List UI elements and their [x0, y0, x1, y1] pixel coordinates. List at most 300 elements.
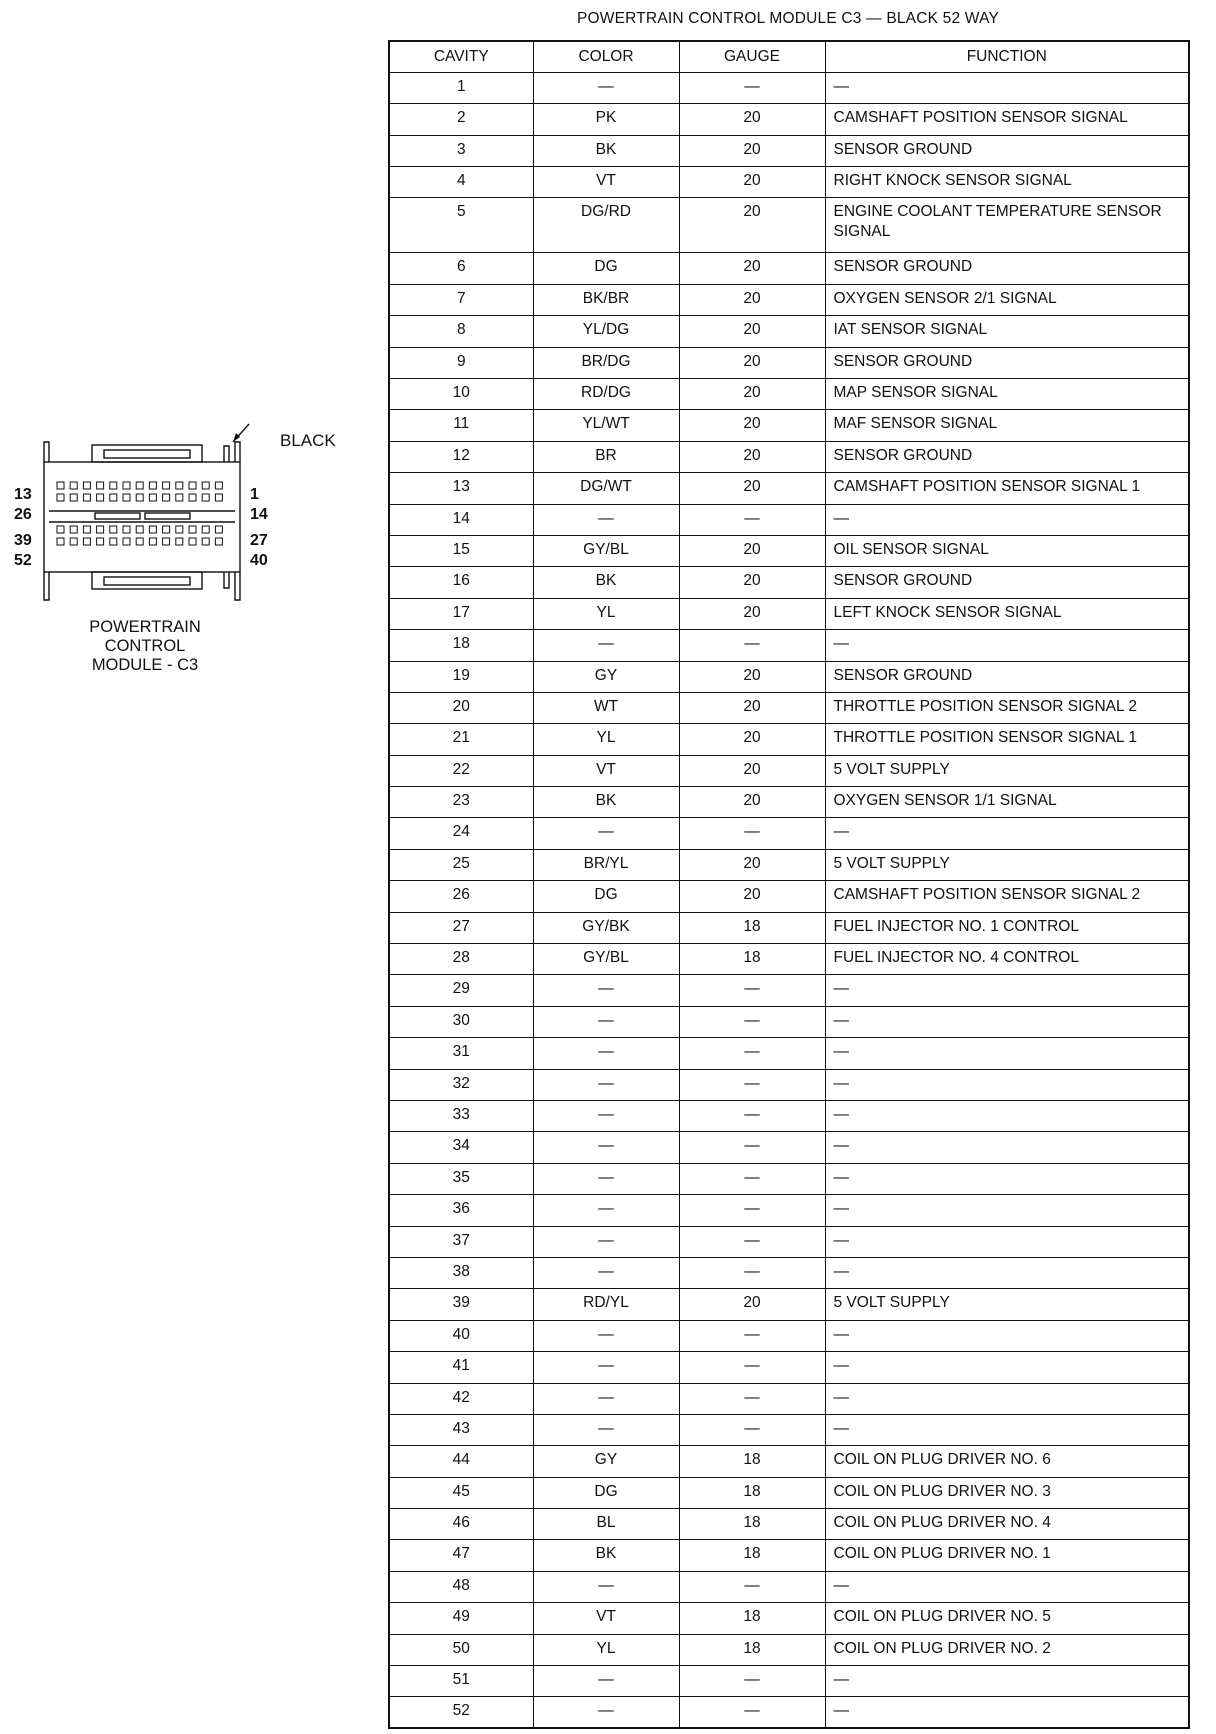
cavity-cell: 4	[389, 167, 533, 198]
pin-label-40: 40	[250, 552, 268, 569]
connector-pin-cell	[136, 482, 143, 489]
table-row	[389, 379, 1189, 410]
connector-pin-cell	[176, 482, 183, 489]
color-cell: YL	[533, 598, 679, 629]
connector-pin-cell	[97, 494, 104, 501]
connector-pin-cell	[83, 526, 90, 533]
table-row	[389, 1006, 1189, 1037]
table-row	[389, 1697, 1189, 1728]
pin-label-39: 39	[14, 532, 32, 549]
gauge-cell: —	[679, 72, 825, 103]
gauge-cell: 20	[679, 692, 825, 723]
cavity-cell: 23	[389, 787, 533, 818]
connector-name-line2: CONTROL	[104, 637, 186, 655]
gauge-cell: 20	[679, 135, 825, 166]
table-row	[389, 912, 1189, 943]
gauge-cell: —	[679, 1195, 825, 1226]
table-row	[389, 316, 1189, 347]
connector-pin-cell	[189, 538, 196, 545]
gauge-cell: —	[679, 1352, 825, 1383]
function-cell: —	[825, 818, 1189, 849]
function-cell: CAMSHAFT POSITION SENSOR SIGNAL 1	[825, 473, 1189, 504]
cavity-cell: 12	[389, 441, 533, 472]
cavity-cell: 16	[389, 567, 533, 598]
table-row	[389, 1666, 1189, 1697]
pin-label-52: 52	[14, 552, 32, 569]
function-cell: —	[825, 504, 1189, 535]
gauge-cell: 20	[679, 167, 825, 198]
color-cell: BK	[533, 787, 679, 818]
color-cell: DG/WT	[533, 473, 679, 504]
cavity-cell: 36	[389, 1195, 533, 1226]
color-cell: DG	[533, 1477, 679, 1508]
connector-pin-cell	[215, 494, 222, 501]
gauge-cell: —	[679, 1383, 825, 1414]
table-row	[389, 284, 1189, 315]
color-cell: —	[533, 1226, 679, 1257]
color-cell: —	[533, 504, 679, 535]
connector-pin-cell	[97, 526, 104, 533]
connector-pin-cell	[57, 538, 64, 545]
header-function: FUNCTION	[825, 41, 1189, 72]
table-row	[389, 724, 1189, 755]
pin-label-1: 1	[250, 486, 259, 503]
color-cell: BK	[533, 135, 679, 166]
cavity-cell: 8	[389, 316, 533, 347]
connector-pin-cell	[163, 482, 170, 489]
table-row	[389, 787, 1189, 818]
connector-name-line1: POWERTRAIN	[89, 618, 201, 636]
gauge-cell: —	[679, 1571, 825, 1602]
function-cell: COIL ON PLUG DRIVER NO. 5	[825, 1603, 1189, 1634]
table-row	[389, 535, 1189, 566]
gauge-cell: 20	[679, 379, 825, 410]
connector-pin-cell	[202, 494, 209, 501]
cavity-cell: 18	[389, 630, 533, 661]
cavity-cell: 40	[389, 1320, 533, 1351]
function-cell: —	[825, 1006, 1189, 1037]
function-cell: COIL ON PLUG DRIVER NO. 6	[825, 1446, 1189, 1477]
color-cell: DG/RD	[533, 198, 679, 253]
gauge-cell: 20	[679, 787, 825, 818]
connector-pin-cell	[123, 482, 130, 489]
color-cell: YL	[533, 1634, 679, 1665]
gauge-cell: —	[679, 1226, 825, 1257]
connector-pin-cell	[189, 526, 196, 533]
color-cell: BR/DG	[533, 347, 679, 378]
connector-pin-cell	[149, 494, 156, 501]
cavity-cell: 13	[389, 473, 533, 504]
connector-pin-cell	[97, 538, 104, 545]
table-row	[389, 692, 1189, 723]
cavity-cell: 35	[389, 1163, 533, 1194]
gauge-cell: —	[679, 1006, 825, 1037]
gauge-cell: —	[679, 504, 825, 535]
function-cell: —	[825, 1320, 1189, 1351]
cavity-cell: 22	[389, 755, 533, 786]
gauge-cell: 18	[679, 912, 825, 943]
color-cell: VT	[533, 755, 679, 786]
cavity-cell: 17	[389, 598, 533, 629]
color-cell: —	[533, 1697, 679, 1728]
gauge-cell: 20	[679, 849, 825, 880]
table-row	[389, 849, 1189, 880]
color-cell: BK/BR	[533, 284, 679, 315]
cavity-cell: 21	[389, 724, 533, 755]
table-row	[389, 1257, 1189, 1288]
gauge-cell: —	[679, 1257, 825, 1288]
table-row	[389, 1383, 1189, 1414]
cavity-cell: 49	[389, 1603, 533, 1634]
cavity-cell: 2	[389, 104, 533, 135]
gauge-cell: —	[679, 1038, 825, 1069]
function-cell: —	[825, 1226, 1189, 1257]
gauge-cell: 20	[679, 881, 825, 912]
cavity-cell: 38	[389, 1257, 533, 1288]
function-cell: ENGINE COOLANT TEMPERATURE SENSOR SIGNAL	[825, 198, 1189, 253]
connector-pin-cell	[110, 482, 117, 489]
function-cell: CAMSHAFT POSITION SENSOR SIGNAL	[825, 104, 1189, 135]
color-cell: —	[533, 1163, 679, 1194]
table-row	[389, 975, 1189, 1006]
gauge-cell: —	[679, 1697, 825, 1728]
connector-pin-cell	[176, 494, 183, 501]
gauge-cell: —	[679, 1666, 825, 1697]
color-cell: —	[533, 1101, 679, 1132]
function-cell: SENSOR GROUND	[825, 567, 1189, 598]
cavity-cell: 33	[389, 1101, 533, 1132]
color-cell: WT	[533, 692, 679, 723]
color-cell: RD/DG	[533, 379, 679, 410]
connector-pin-cell	[57, 526, 64, 533]
cavity-cell: 25	[389, 849, 533, 880]
color-cell: BR	[533, 441, 679, 472]
gauge-cell: 20	[679, 410, 825, 441]
function-cell: MAF SENSOR SIGNAL	[825, 410, 1189, 441]
color-cell: PK	[533, 104, 679, 135]
gauge-cell: —	[679, 1101, 825, 1132]
cavity-cell: 52	[389, 1697, 533, 1728]
function-cell: FUEL INJECTOR NO. 4 CONTROL	[825, 944, 1189, 975]
color-cell: BK	[533, 1540, 679, 1571]
cavity-cell: 11	[389, 410, 533, 441]
function-cell: —	[825, 72, 1189, 103]
color-cell: YL/DG	[533, 316, 679, 347]
table-row	[389, 818, 1189, 849]
table-row	[389, 198, 1189, 253]
table-row	[389, 755, 1189, 786]
pin-label-13: 13	[14, 486, 32, 503]
connector-pin-cell	[110, 538, 117, 545]
connector-pin-cell	[70, 482, 77, 489]
function-cell: OXYGEN SENSOR 1/1 SIGNAL	[825, 787, 1189, 818]
header-gauge: GAUGE	[679, 41, 825, 72]
connector-pin-cell	[163, 494, 170, 501]
gauge-cell: —	[679, 1320, 825, 1351]
function-cell: CAMSHAFT POSITION SENSOR SIGNAL 2	[825, 881, 1189, 912]
color-cell: —	[533, 1195, 679, 1226]
cavity-cell: 51	[389, 1666, 533, 1697]
function-cell: —	[825, 1697, 1189, 1728]
color-cell: GY/BL	[533, 944, 679, 975]
connector-pin-cell	[176, 526, 183, 533]
gauge-cell: 20	[679, 598, 825, 629]
connector-pin-cell	[57, 494, 64, 501]
function-cell: —	[825, 1069, 1189, 1100]
gauge-cell: —	[679, 818, 825, 849]
function-cell: SENSOR GROUND	[825, 135, 1189, 166]
function-cell: SENSOR GROUND	[825, 253, 1189, 284]
function-cell: 5 VOLT SUPPLY	[825, 849, 1189, 880]
connector-pin-cell	[57, 482, 64, 489]
connector-pin-cell	[123, 538, 130, 545]
function-cell: 5 VOLT SUPPLY	[825, 755, 1189, 786]
table-row	[389, 1132, 1189, 1163]
function-cell: —	[825, 1666, 1189, 1697]
gauge-cell: 18	[679, 1477, 825, 1508]
table-row	[389, 441, 1189, 472]
function-cell: —	[825, 1257, 1189, 1288]
gauge-cell: 18	[679, 1509, 825, 1540]
cavity-cell: 5	[389, 198, 533, 253]
function-cell: IAT SENSOR SIGNAL	[825, 316, 1189, 347]
cavity-cell: 14	[389, 504, 533, 535]
cavity-cell: 42	[389, 1383, 533, 1414]
connector-name	[60, 618, 230, 675]
function-cell: —	[825, 1101, 1189, 1132]
color-cell: BL	[533, 1509, 679, 1540]
color-cell: DG	[533, 881, 679, 912]
connector-pin-cell	[202, 526, 209, 533]
pin-label-26: 26	[14, 506, 32, 523]
color-cell: —	[533, 630, 679, 661]
table-row	[389, 1634, 1189, 1665]
color-cell: —	[533, 1257, 679, 1288]
function-cell: 5 VOLT SUPPLY	[825, 1289, 1189, 1320]
cavity-cell: 47	[389, 1540, 533, 1571]
cavity-cell: 50	[389, 1634, 533, 1665]
connector-pin-cell	[123, 494, 130, 501]
cavity-cell: 39	[389, 1289, 533, 1320]
gauge-cell: 20	[679, 441, 825, 472]
table-row	[389, 167, 1189, 198]
table-row	[389, 410, 1189, 441]
function-cell: FUEL INJECTOR NO. 1 CONTROL	[825, 912, 1189, 943]
color-cell: GY	[533, 661, 679, 692]
color-cell: BR/YL	[533, 849, 679, 880]
table-row	[389, 1163, 1189, 1194]
table-row	[389, 253, 1189, 284]
function-cell: COIL ON PLUG DRIVER NO. 4	[825, 1509, 1189, 1540]
color-cell: —	[533, 1666, 679, 1697]
table-row	[389, 661, 1189, 692]
cavity-cell: 24	[389, 818, 533, 849]
cavity-cell: 37	[389, 1226, 533, 1257]
color-cell: GY	[533, 1446, 679, 1477]
table-row	[389, 347, 1189, 378]
cavity-cell: 28	[389, 944, 533, 975]
function-cell: RIGHT KNOCK SENSOR SIGNAL	[825, 167, 1189, 198]
cavity-cell: 10	[389, 379, 533, 410]
connector-pin-cell	[70, 526, 77, 533]
table-row	[389, 1101, 1189, 1132]
gauge-cell: —	[679, 1069, 825, 1100]
table-row	[389, 1195, 1189, 1226]
function-cell: COIL ON PLUG DRIVER NO. 1	[825, 1540, 1189, 1571]
gauge-cell: —	[679, 1132, 825, 1163]
table-row	[389, 504, 1189, 535]
connector-pin-cell	[149, 482, 156, 489]
table-row	[389, 567, 1189, 598]
function-cell: COIL ON PLUG DRIVER NO. 2	[825, 1634, 1189, 1665]
cavity-cell: 29	[389, 975, 533, 1006]
color-cell: —	[533, 1069, 679, 1100]
table-row	[389, 135, 1189, 166]
connector-pin-cell	[189, 482, 196, 489]
gauge-cell: 20	[679, 284, 825, 315]
table-title: POWERTRAIN CONTROL MODULE C3 — BLACK 52 WAY	[576, 10, 999, 27]
function-cell: OIL SENSOR SIGNAL	[825, 535, 1189, 566]
connector-pin-cell	[202, 538, 209, 545]
table-row	[389, 881, 1189, 912]
table-row	[389, 1509, 1189, 1540]
connector-pin-cell	[110, 526, 117, 533]
cavity-cell: 26	[389, 881, 533, 912]
connector-pin-cell	[83, 538, 90, 545]
gauge-cell: 20	[679, 535, 825, 566]
connector-name-line3: MODULE - C3	[91, 656, 199, 674]
connector-pin-cell	[215, 482, 222, 489]
function-cell: —	[825, 1352, 1189, 1383]
pinout-table	[388, 40, 1190, 1729]
gauge-cell: 20	[679, 347, 825, 378]
table-row	[389, 473, 1189, 504]
gauge-cell: 18	[679, 944, 825, 975]
color-cell: —	[533, 818, 679, 849]
function-cell: COIL ON PLUG DRIVER NO. 3	[825, 1477, 1189, 1508]
function-cell: —	[825, 1414, 1189, 1445]
cavity-cell: 19	[389, 661, 533, 692]
color-cell: —	[533, 1383, 679, 1414]
connector-pin-cell	[136, 526, 143, 533]
connector-pin-cell	[83, 494, 90, 501]
color-cell: —	[533, 1132, 679, 1163]
connector-pin-cell	[70, 494, 77, 501]
function-cell: SENSOR GROUND	[825, 347, 1189, 378]
function-cell: MAP SENSOR SIGNAL	[825, 379, 1189, 410]
color-cell: YL	[533, 724, 679, 755]
table-row	[389, 1038, 1189, 1069]
table-row	[389, 72, 1189, 103]
color-cell: —	[533, 72, 679, 103]
cavity-cell: 20	[389, 692, 533, 723]
gauge-cell: 20	[679, 316, 825, 347]
table-header-row	[389, 41, 1189, 72]
function-cell: —	[825, 1132, 1189, 1163]
table-row	[389, 1571, 1189, 1602]
header-color: COLOR	[533, 41, 679, 72]
function-cell: OXYGEN SENSOR 2/1 SIGNAL	[825, 284, 1189, 315]
function-cell: THROTTLE POSITION SENSOR SIGNAL 2	[825, 692, 1189, 723]
cavity-cell: 31	[389, 1038, 533, 1069]
gauge-cell: 20	[679, 724, 825, 755]
header-cavity: CAVITY	[389, 41, 533, 72]
cavity-cell: 15	[389, 535, 533, 566]
table-row	[389, 598, 1189, 629]
gauge-cell: —	[679, 630, 825, 661]
cavity-cell: 48	[389, 1571, 533, 1602]
cavity-cell: 1	[389, 72, 533, 103]
gauge-cell: 20	[679, 1289, 825, 1320]
table-row	[389, 1352, 1189, 1383]
connector-pin-cell	[70, 538, 77, 545]
cavity-cell: 6	[389, 253, 533, 284]
gauge-cell: 20	[679, 755, 825, 786]
color-cell: —	[533, 1320, 679, 1351]
gauge-cell: 18	[679, 1540, 825, 1571]
cavity-cell: 9	[389, 347, 533, 378]
pin-label-27: 27	[250, 532, 268, 549]
gauge-cell: 18	[679, 1634, 825, 1665]
table-row	[389, 1446, 1189, 1477]
connector-pin-cell	[149, 526, 156, 533]
table-row	[389, 1540, 1189, 1571]
color-cell: DG	[533, 253, 679, 284]
connector-pin-cell	[215, 526, 222, 533]
connector-color-label: BLACK	[280, 431, 336, 450]
table-row	[389, 1414, 1189, 1445]
color-cell: —	[533, 1414, 679, 1445]
color-cell: VT	[533, 1603, 679, 1634]
table-row	[389, 1320, 1189, 1351]
function-cell: —	[825, 975, 1189, 1006]
table-row	[389, 104, 1189, 135]
function-cell: —	[825, 1571, 1189, 1602]
cavity-cell: 46	[389, 1509, 533, 1540]
cavity-cell: 44	[389, 1446, 533, 1477]
gauge-cell: 18	[679, 1603, 825, 1634]
cavity-cell: 30	[389, 1006, 533, 1037]
color-cell: —	[533, 1571, 679, 1602]
table-row	[389, 1226, 1189, 1257]
color-cell: BK	[533, 567, 679, 598]
cavity-cell: 43	[389, 1414, 533, 1445]
connector-pin-cell	[215, 538, 222, 545]
connector-pin-cell	[176, 538, 183, 545]
cavity-cell: 45	[389, 1477, 533, 1508]
gauge-cell: —	[679, 975, 825, 1006]
color-cell: —	[533, 975, 679, 1006]
table-row	[389, 944, 1189, 975]
gauge-cell: —	[679, 1163, 825, 1194]
connector-pin-cell	[110, 494, 117, 501]
cavity-cell: 7	[389, 284, 533, 315]
cavity-cell: 32	[389, 1069, 533, 1100]
connector-pin-cell	[149, 538, 156, 545]
color-cell: GY/BL	[533, 535, 679, 566]
gauge-cell: 20	[679, 104, 825, 135]
function-cell: —	[825, 1195, 1189, 1226]
connector-pin-cell	[136, 494, 143, 501]
cavity-cell: 3	[389, 135, 533, 166]
function-cell: —	[825, 1383, 1189, 1414]
gauge-cell: 20	[679, 198, 825, 253]
cavity-cell: 34	[389, 1132, 533, 1163]
color-cell: —	[533, 1352, 679, 1383]
color-cell: RD/YL	[533, 1289, 679, 1320]
color-cell: —	[533, 1006, 679, 1037]
gauge-cell: 18	[679, 1446, 825, 1477]
